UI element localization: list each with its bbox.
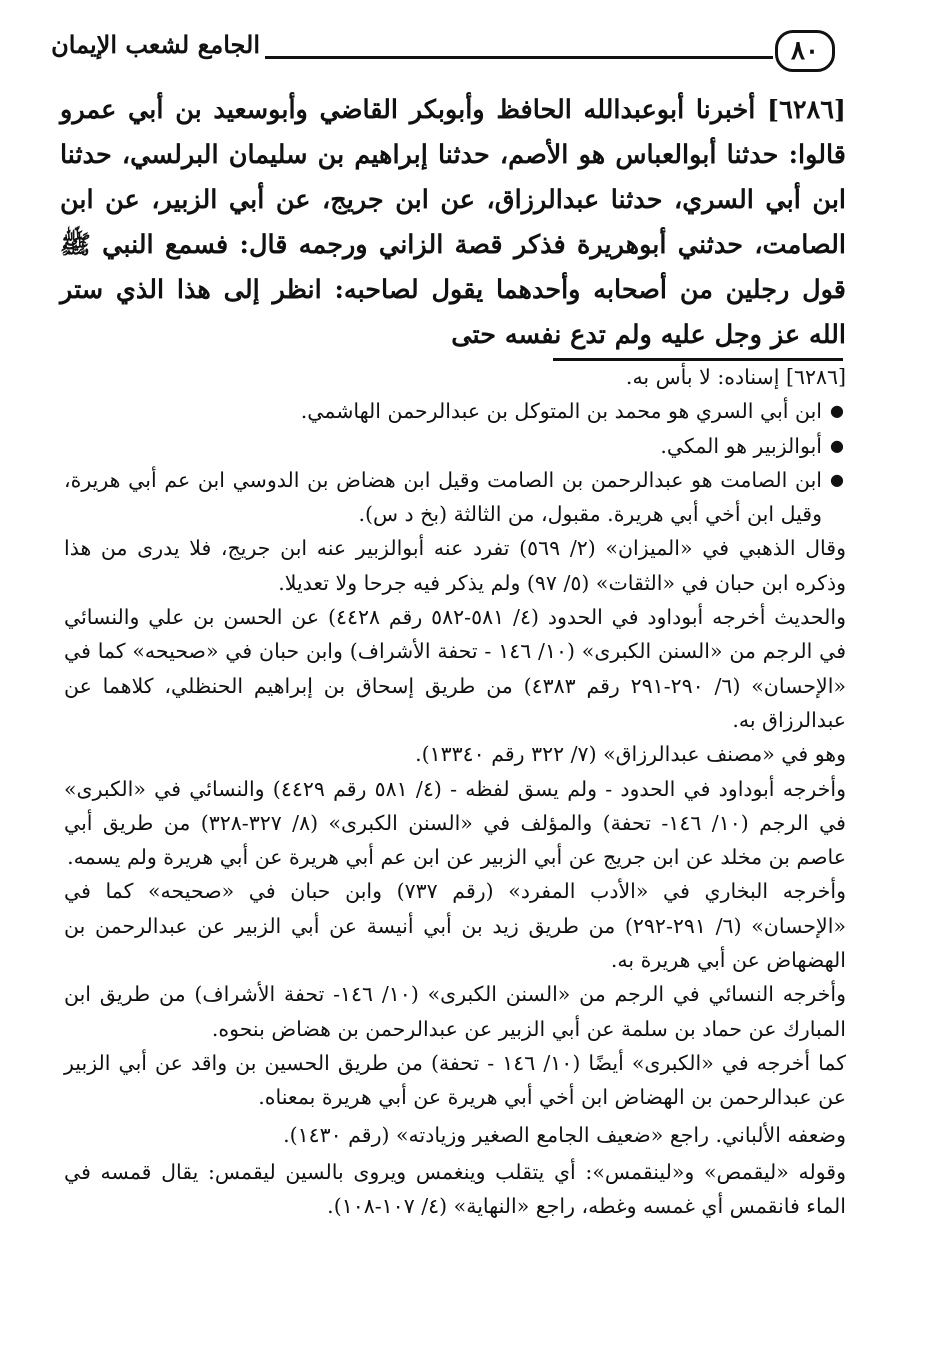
list-item	[64, 429, 846, 463]
main-text	[60, 88, 846, 358]
list-item	[64, 394, 846, 428]
bullet-icon: ●	[830, 435, 844, 455]
book-title: الجامع لشعب الإيمان	[51, 30, 260, 59]
bullet-icon: ●	[830, 469, 844, 489]
narrator-list	[64, 394, 846, 531]
footnotes	[64, 360, 846, 1223]
footnote-paragraph: وقال الذهبي في «الميزان» (٢/ ٥٦٩) تفرد عنه أبوالزبير عنه ابن جريج، فلا يدرى من هذا وذكره ابن حبان في «الثقات» (٥/ ٩٧) ولم يذكر فيه جرحا ولا تعديلا.	[64, 536, 847, 595]
list-item-text: ابن أبي السري هو محمد بن المتوكل بن عبدالرحمن الهاشمي.	[300, 399, 822, 424]
footnote-paragraph: وضعفه الألباني. راجع «ضعيف الجامع الصغير وزيادته» (رقم ١٤٣٠).	[283, 1122, 846, 1147]
bullet-icon: ●	[830, 401, 844, 421]
header-rule	[265, 56, 773, 59]
footnote-paragraph: وأخرجه النسائي في الرجم من «السنن الكبرى» (١٠/ ١٤٦- تحفة الأشراف) من طريق ابن المبارك عن حماد بن سلمة عن أبي الزبير عن عبدالرحمن بن هضاض بنحوه.	[64, 982, 846, 1041]
page-number: ٨٠	[775, 30, 835, 72]
isnad-note: [٦٢٨٦] إسناده: لا بأس به.	[625, 365, 846, 389]
list-item-text: ابن الصامت هو عبدالرحمن بن الصامت وقيل ابن هضاض بن الدوسي ابن عم أبي هريرة، وقيل ابن أخي أبي هريرة. مقبول، من الثالثة (بخ د س).	[64, 467, 822, 527]
footnote-paragraph: كما أخرجه في «الكبرى» أيضًا (١٠/ ١٤٦ - تحفة) من طريق الحسين بن واقد عن أبي الزبير عن عبدالرحمن بن الهضاض ابن أخي أبي هريرة عن أبي هريرة بمعناه.	[64, 1050, 846, 1110]
footnote-paragraph: وأخرجه البخاري في «الأدب المفرد» (رقم ٧٣٧) وابن حبان في «صحيحه» كما في «الإحسان» (٦/ ٢٩١-٢٩٢) من طريق زيد بن أبي أنيسة عن أبي الزبير عن عبدالرحمن بن الهضهاض عن أبي هريرة به.	[64, 879, 846, 973]
list-item-text: أبوالزبير هو المكي.	[660, 433, 822, 458]
hadith-paragraph: [٦٢٨٦] أخبرنا أبوعبدالله الحافظ وأبوبكر القاضي وأبوسعيد بن أبي عمرو قالوا: حدثنا أبوالعباس هو الأصم، حدثنا إبراهيم بن سليمان البرلسي، حدثنا ابن أبي السري، حدثنا عبدالرزاق، عن ابن جريج، عن أبي الزبير، عن ابن الصامت، حدثني أبوهريرة فذكر قصة الزاني ورجمه قال: فسمع النبي ﷺ قول رجلين من أصحابه وأحدهما يقول لصاحبه: انظر إلى هذا الذي ستر الله عز وجل عليه ولم تدع نفسه حتى	[60, 95, 846, 350]
footnote-paragraph: وأخرجه أبوداود في الحدود - ولم يسق لفظه - (٤/ ٥٨١ رقم ٤٤٢٩) والنسائي في «الكبرى» في الرجم (١٠/ ١٤٦- تحفة) والمؤلف في «السنن الكبرى» (٨/ ٣٢٧-٣٢٨) من طريق أبي عاصم بن مخلد عن ابن جريج عن أبي الزبير عن ابن عم أبي هريرة عن أبي هريرة ولم يسمه.	[64, 776, 846, 870]
footnote-paragraph: وقوله «ليقمص» و«لينقمس»: أي يتقلب وينغمس ويروى بالسين ليقمس: يقال قمسه في الماء فانقمس أي غمسه وغطه، راجع «النهاية» (٤/ ١٠٧-١٠٨).	[64, 1159, 846, 1219]
footnote-paragraph: وهو في «مصنف عبدالرزاق» (٧/ ٣٢٢ رقم ١٣٣٤٠).	[415, 742, 846, 767]
footnote-paragraph: والحديث أخرجه أبوداود في الحدود (٤/ ٥٨١-٥٨٢ رقم ٤٤٢٨) عن الحسن بن علي والنسائي في الرجم من «السنن الكبرى» (١٠/ ١٤٦ - تحفة الأشراف) وابن حبان في «صحيحه» كما في «الإحسان» (٦/ ٢٩٠-٢٩١ رقم ٤٣٨٣) من طريق إسحاق بن إبراهيم الحنظلي، كلاهما عن عبدالرزاق به.	[64, 605, 846, 732]
list-item	[64, 463, 846, 532]
